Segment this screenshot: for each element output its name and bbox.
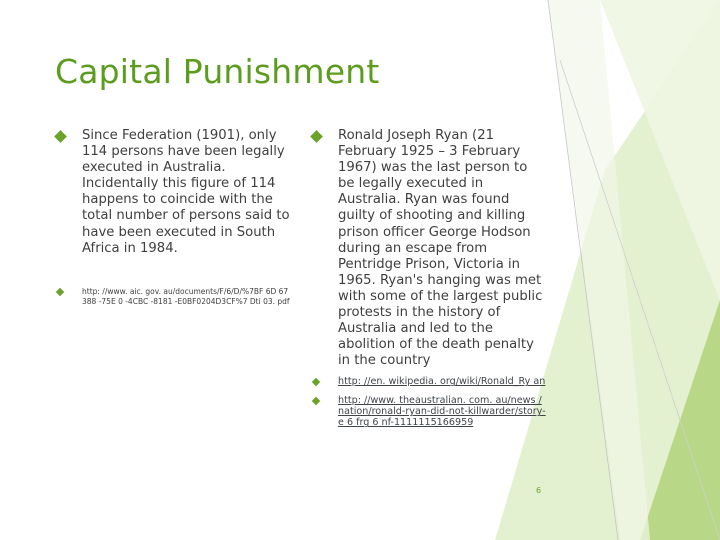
federation-text: Since Federation (1901), only 114 persons have been legally executed in Australia. Incidentally this figure of 114 happens to coincide with the total number of persons said to have been executed in South Africa in 1984.	[82, 128, 290, 256]
bullet-item	[306, 395, 546, 428]
diamond-bullet-icon	[54, 130, 67, 143]
diamond-bullet-icon	[312, 397, 320, 405]
aic-link-text[interactable]: http: //www. aic. gov. au/documents/F/6/D/%7BF 6D 67388 -75E 0 -4CBC -8181 -E0BF0204D3CF%7 Dti 03. pdf	[82, 286, 290, 306]
wikipedia-link[interactable]: http: //en. wikipedia. org/wiki/Ronald_Ry an	[338, 376, 546, 388]
bullet-item	[50, 287, 290, 307]
diamond-bullet-icon	[56, 288, 64, 296]
diamond-bullet-icon	[312, 378, 320, 386]
ryan-text: Ronald Joseph Ryan (21 February 1925 – 3 February 1967) was the last person to be legally executed in Australia. Ryan was found guilty of shooting and killing prison officer George Hodson during an escape from Pentridge Prison, Victoria in 1965. Ryan's hanging was met with some of the largest public protests in the history of Australia and led to the abolition of the death penalty in the country	[338, 128, 543, 369]
diamond-bullet-icon	[310, 130, 323, 143]
bullet-item	[50, 128, 290, 257]
bullet-item	[306, 376, 546, 387]
slide-title: Capital Punishment	[55, 52, 380, 91]
page-number: 6	[536, 486, 542, 495]
left-column	[50, 128, 290, 307]
bullet-item	[306, 128, 546, 369]
right-column	[306, 128, 546, 428]
australian-link[interactable]: http: //www. theaustralian. com. au/news /nation/ronald-ryan-did-not-killwarder/story-e 6 frg 6 nf-1111115166959	[338, 395, 546, 429]
